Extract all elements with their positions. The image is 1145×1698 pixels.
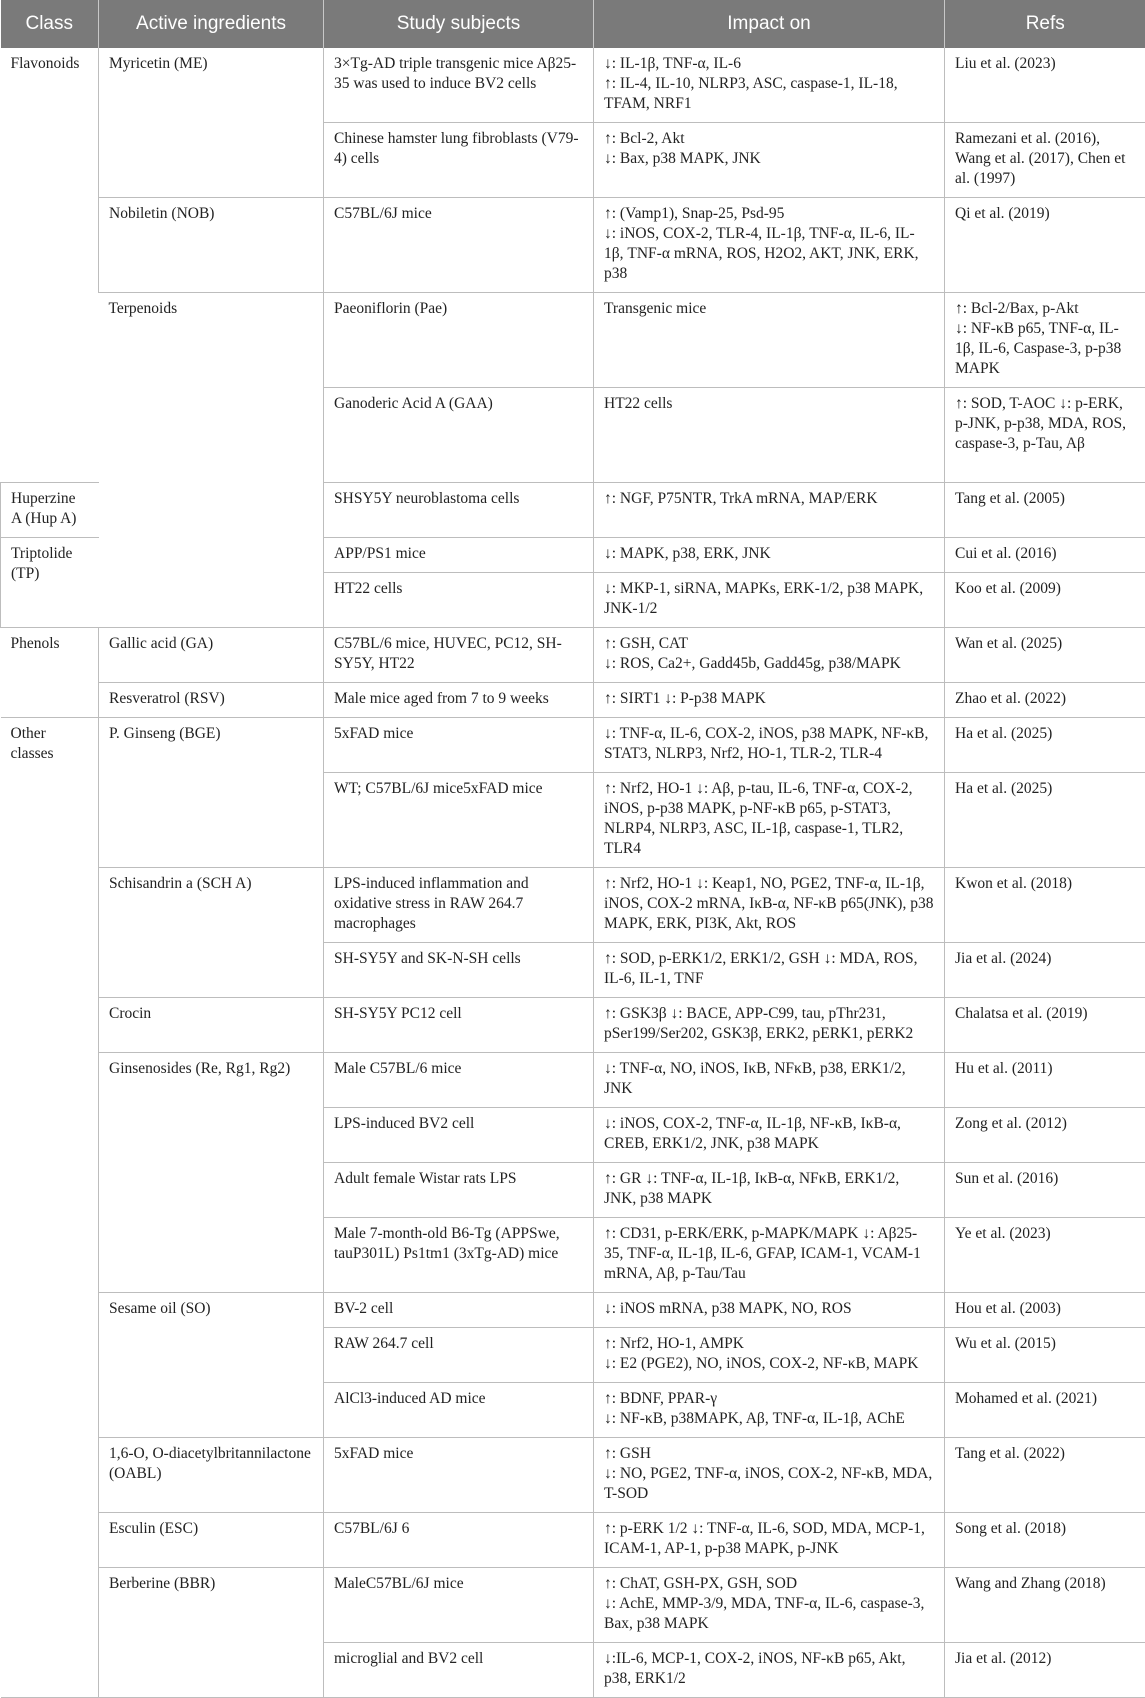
impact-line: ↑: GSH — [604, 1444, 934, 1464]
impact-line: ↑: SOD, p-ERK1/2, ERK1/2, GSH ↓: MDA, ROS, IL-6, IL-1, TNF — [604, 949, 934, 989]
impact-cell — [594, 48, 945, 123]
subjects-cell: 5xFAD mice — [324, 718, 594, 773]
table-row — [1, 683, 1145, 718]
impact-line: ↑: IL-4, IL-10, NLRP3, ASC, caspase-1, IL-18, TFAM, NRF1 — [604, 74, 934, 114]
impact-cell — [594, 198, 945, 293]
impact-cell — [594, 1163, 945, 1218]
table-row — [1, 868, 1145, 943]
impact-line: ↓: TNF-α, IL-6, COX-2, iNOS, p38 MAPK, NF-κB, STAT3, NLRP3, Nrf2, HO-1, TLR-2, TLR-4 — [604, 724, 934, 764]
ingredient-cell: Sesame oil (SO) — [99, 1293, 324, 1438]
refs-cell: Sun et al. (2016) — [945, 1163, 1145, 1218]
table-row — [1, 1513, 1145, 1568]
impact-cell — [594, 773, 945, 868]
impact-line: ↓: AchE, MMP-3/9, MDA, TNF-α, IL-6, caspase-3, Bax, p38 MAPK — [604, 1594, 934, 1634]
impact-cell — [594, 718, 945, 773]
subjects-cell: HT22 cells — [324, 573, 594, 628]
impact-line: ↑: SOD, T-AOC ↓: p-ERK, p-JNK, p-p38, MDA, ROS, caspase-3, p-Tau, Aβ — [955, 394, 1135, 454]
impact-cell — [594, 1513, 945, 1568]
impact-cell — [594, 1383, 945, 1438]
impact-cell — [594, 943, 945, 998]
ingredient-cell: P. Ginseng (BGE) — [99, 718, 324, 868]
refs-cell: Cui et al. (2016) — [945, 538, 1145, 573]
ingredient-cell: Gallic acid (GA) — [99, 628, 324, 683]
ingredient-cell: Myricetin (ME) — [99, 48, 324, 198]
subjects-cell: APP/PS1 mice — [324, 538, 594, 573]
impact-cell — [594, 1108, 945, 1163]
subjects-cell: Transgenic mice — [594, 293, 945, 388]
class-cell: Phenols — [1, 628, 99, 718]
ingredient-cell: Nobiletin (NOB) — [99, 198, 324, 293]
ingredient-cell: Triptolide (TP) — [1, 538, 99, 628]
impact-line: ↓: MAPK, p38, ERK, JNK — [604, 544, 934, 564]
refs-cell: Koo et al. (2009) — [945, 573, 1145, 628]
subjects-cell: Male mice aged from 7 to 9 weeks — [324, 683, 594, 718]
impact-cell — [594, 1643, 945, 1698]
impact-cell — [594, 483, 945, 538]
subjects-cell: C57BL/6 mice, HUVEC, PC12, SH-SY5Y, HT22 — [324, 628, 594, 683]
table-row — [1, 1293, 1145, 1328]
impact-cell — [945, 293, 1145, 388]
subjects-cell: Male 7-month-old B6-Tg (APPSwe, tauP301L) Ps1tm1 (3xTg-AD) mice — [324, 1218, 594, 1293]
subjects-cell: microglial and BV2 cell — [324, 1643, 594, 1698]
refs-cell: Zong et al. (2012) — [945, 1108, 1145, 1163]
impact-line: ↓: iNOS mRNA, p38 MAPK, NO, ROS — [604, 1299, 934, 1319]
ingredient-cell: Resveratrol (RSV) — [99, 683, 324, 718]
table-row — [1, 628, 1145, 683]
subjects-cell: C57BL/6J mice — [324, 198, 594, 293]
subjects-cell: RAW 264.7 cell — [324, 1328, 594, 1383]
impact-line: ↓: IL-1β, TNF-α, IL-6 — [604, 54, 934, 74]
ingredient-cell: Huperzine A (Hup A) — [1, 483, 99, 538]
refs-cell: Chalatsa et al. (2019) — [945, 998, 1145, 1053]
refs-cell: Ha et al. (2025) — [945, 718, 1145, 773]
class-cell: Flavonoids — [1, 48, 99, 483]
subjects-cell: AlCl3-induced AD mice — [324, 1383, 594, 1438]
refs-cell: Wan et al. (2025) — [945, 628, 1145, 683]
refs-cell: Ramezani et al. (2016), Wang et al. (2017), Chen et al. (1997) — [945, 123, 1145, 198]
impact-cell — [594, 998, 945, 1053]
impact-cell — [594, 1438, 945, 1513]
refs-cell: Ha et al. (2025) — [945, 773, 1145, 868]
impact-cell — [594, 123, 945, 198]
header-refs: Refs — [945, 0, 1145, 48]
table-body — [1, 48, 1145, 1698]
ingredient-cell: Berberine (BBR) — [99, 1568, 324, 1698]
impact-line: ↓:IL-6, MCP-1, COX-2, iNOS, NF-κB p65, Akt, p38, ERK1/2 — [604, 1649, 934, 1689]
refs-cell: Jia et al. (2024) — [945, 943, 1145, 998]
impact-cell — [594, 1328, 945, 1383]
impact-cell — [594, 1218, 945, 1293]
impact-cell — [594, 868, 945, 943]
refs-cell: Tang et al. (2005) — [945, 483, 1145, 538]
subjects-cell: Chinese hamster lung fibroblasts (V79-4) cells — [324, 123, 594, 198]
table-row — [1, 718, 1145, 773]
ingredient-cell: 1,6-O, O-diacetylbritannilactone (OABL) — [99, 1438, 324, 1513]
subjects-cell: C57BL/6J 6 — [324, 1513, 594, 1568]
table-row — [1, 1053, 1145, 1108]
impact-line: ↑: (Vamp1), Snap-25, Psd-95 — [604, 204, 934, 224]
impact-cell — [594, 1293, 945, 1328]
impact-cell — [594, 628, 945, 683]
table-row — [1, 998, 1145, 1053]
impact-line: ↑: SIRT1 ↓: P-p38 MAPK — [604, 689, 934, 709]
impact-line: ↑: Nrf2, HO-1, AMPK — [604, 1334, 934, 1354]
header-row — [1, 0, 1145, 48]
impact-line: ↓: ROS, Ca2+, Gadd45b, Gadd45g, p38/MAPK — [604, 654, 934, 674]
impact-line: ↑: GR ↓: TNF-α, IL-1β, IκB-α, NFκB, ERK1/2, JNK, p38 MAPK — [604, 1169, 934, 1209]
refs-cell: Wang and Zhang (2018) — [945, 1568, 1145, 1643]
ingredient-cell: Ginsenosides (Re, Rg1, Rg2) — [99, 1053, 324, 1293]
subjects-cell: 3×Tg-AD triple transgenic mice Aβ25-35 was used to induce BV2 cells — [324, 48, 594, 123]
refs-cell: Wu et al. (2015) — [945, 1328, 1145, 1383]
impact-line: ↑: Nrf2, HO-1 ↓: Aβ, p-tau, IL-6, TNF-α, COX-2, iNOS, p-p38 MAPK, p-NF-κB p65, p-STAT3, NLRP4, NLRP3, ASC, IL-1β, caspase-1, TLR2, TLR4 — [604, 779, 934, 859]
header-impact-on: Impact on — [594, 0, 945, 48]
impact-cell — [594, 1568, 945, 1643]
table-header — [1, 0, 1145, 48]
impact-line: ↑: GSH, CAT — [604, 634, 934, 654]
subjects-cell: HT22 cells — [594, 388, 945, 483]
subjects-cell: Adult female Wistar rats LPS — [324, 1163, 594, 1218]
impact-line: ↓: NF-κB, p38MAPK, Aβ, TNF-α, IL-1β, AChE — [604, 1409, 934, 1429]
subjects-cell: BV-2 cell — [324, 1293, 594, 1328]
subjects-cell: 5xFAD mice — [324, 1438, 594, 1513]
ingredient-cell: Schisandrin a (SCH A) — [99, 868, 324, 998]
refs-cell: Jia et al. (2012) — [945, 1643, 1145, 1698]
impact-cell — [945, 388, 1145, 483]
impact-line: ↓: E2 (PGE2), NO, iNOS, COX-2, NF-κB, MAPK — [604, 1354, 934, 1374]
impact-line: ↑: Bcl-2/Bax, p-Akt — [955, 299, 1135, 319]
refs-cell: Zhao et al. (2022) — [945, 683, 1145, 718]
impact-line: ↑: NGF, P75NTR, TrkA mRNA, MAP/ERK — [604, 489, 934, 509]
header-class: Class — [1, 0, 99, 48]
class-cell: Terpenoids — [99, 293, 324, 628]
subjects-cell: SH-SY5Y PC12 cell — [324, 998, 594, 1053]
impact-line: ↓: TNF-α, NO, iNOS, IκB, NFκB, p38, ERK1/2, JNK — [604, 1059, 934, 1099]
impact-line: ↑: p-ERK 1/2 ↓: TNF-α, IL-6, SOD, MDA, MCP-1, ICAM-1, AP-1, p-p38 MAPK, p-JNK — [604, 1519, 934, 1559]
refs-cell: Mohamed et al. (2021) — [945, 1383, 1145, 1438]
ingredient-cell: Ganoderic Acid A (GAA) — [324, 388, 594, 483]
subjects-cell: LPS-induced inflammation and oxidative stress in RAW 264.7 macrophages — [324, 868, 594, 943]
impact-cell — [594, 683, 945, 718]
impact-line: ↓: Bax, p38 MAPK, JNK — [604, 149, 934, 169]
impact-line: ↑: ChAT, GSH-PX, GSH, SOD — [604, 1574, 934, 1594]
subjects-cell: MaleC57BL/6J mice — [324, 1568, 594, 1643]
refs-cell: Tang et al. (2022) — [945, 1438, 1145, 1513]
subjects-cell: SHSY5Y neuroblastoma cells — [324, 483, 594, 538]
impact-line: ↑: Nrf2, HO-1 ↓: Keap1, NO, PGE2, TNF-α, IL-1β, iNOS, COX-2 mRNA, IκB-α, NF-κB p65(JNK), p38 MAPK, ERK, PI3K, Akt, ROS — [604, 874, 934, 934]
impact-cell — [594, 1053, 945, 1108]
refs-cell: Kwon et al. (2018) — [945, 868, 1145, 943]
table-row — [1, 1438, 1145, 1513]
refs-cell: Liu et al. (2023) — [945, 48, 1145, 123]
subjects-cell: WT; C57BL/6J mice5xFAD mice — [324, 773, 594, 868]
ingredient-cell: Paeoniflorin (Pae) — [324, 293, 594, 388]
table-row — [1, 48, 1145, 123]
impact-line: ↑: CD31, p-ERK/ERK, p-MAPK/MAPK ↓: Aβ25-35, TNF-α, IL-1β, IL-6, GFAP, ICAM-1, VCAM-1 mRNA, Aβ, p-Tau/Tau — [604, 1224, 934, 1284]
header-active-ingredients: Active ingredients — [99, 0, 324, 48]
impact-line: ↑: GSK3β ↓: BACE, APP-C99, tau, pThr231, pSer199/Ser202, GSK3β, ERK2, pERK1, pERK2 — [604, 1004, 934, 1044]
impact-line: ↓: MKP-1, siRNA, MAPKs, ERK-1/2, p38 MAPK, JNK-1/2 — [604, 579, 934, 619]
refs-cell: Ye et al. (2023) — [945, 1218, 1145, 1293]
subjects-cell: LPS-induced BV2 cell — [324, 1108, 594, 1163]
ingredient-cell: Crocin — [99, 998, 324, 1053]
impact-line: ↓: NF-κB p65, TNF-α, IL-1β, IL-6, Caspase-3, p-p38 MAPK — [955, 319, 1135, 379]
impact-line: ↓: iNOS, COX-2, TNF-α, IL-1β, NF-κB, IκB-α, CREB, ERK1/2, JNK, p38 MAPK — [604, 1114, 934, 1154]
class-cell: Other classes — [1, 718, 99, 1698]
refs-cell: Qi et al. (2019) — [945, 198, 1145, 293]
subjects-cell: Male C57BL/6 mice — [324, 1053, 594, 1108]
impact-line: ↓: NO, PGE2, TNF-α, iNOS, COX-2, NF-κB, MDA, T-SOD — [604, 1464, 934, 1504]
header-study-subjects: Study subjects — [324, 0, 594, 48]
subjects-cell: SH-SY5Y and SK-N-SH cells — [324, 943, 594, 998]
table-row — [1, 293, 1145, 388]
impact-line: ↓: iNOS, COX-2, TLR-4, IL-1β, TNF-α, IL-6, IL-1β, TNF-α mRNA, ROS, H2O2, AKT, JNK, ERK, p38 — [604, 224, 934, 284]
impact-line: ↑: BDNF, PPAR-γ — [604, 1389, 934, 1409]
table-row — [1, 198, 1145, 293]
impact-cell — [594, 573, 945, 628]
ingredient-cell: Esculin (ESC) — [99, 1513, 324, 1568]
impact-cell — [594, 538, 945, 573]
impact-line: ↑: Bcl-2, Akt — [604, 129, 934, 149]
refs-cell: Hu et al. (2011) — [945, 1053, 1145, 1108]
table-row — [1, 1568, 1145, 1643]
refs-cell: Song et al. (2018) — [945, 1513, 1145, 1568]
refs-cell: Hou et al. (2003) — [945, 1293, 1145, 1328]
